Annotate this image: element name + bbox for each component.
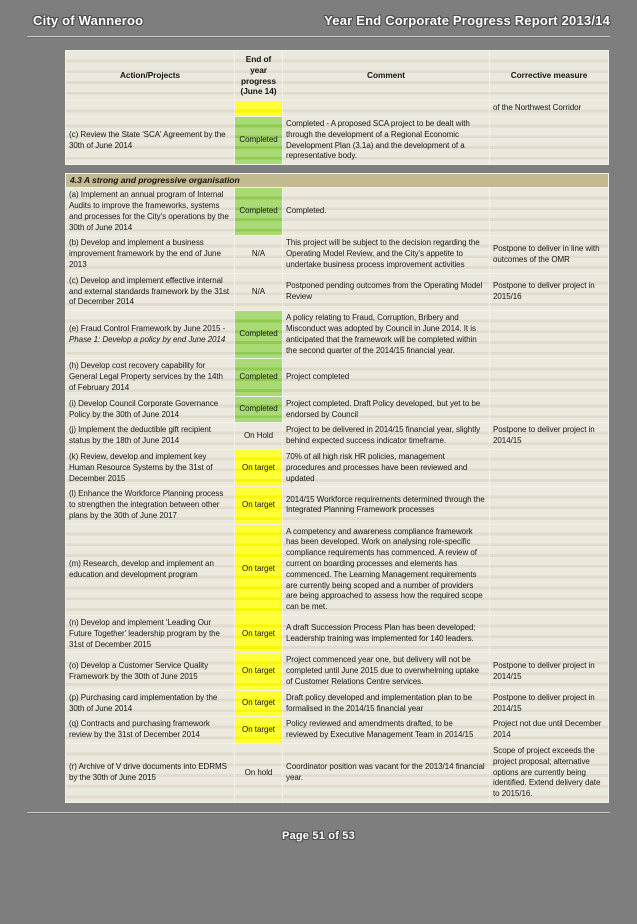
corrective-measure-cell: Postpone to deliver project in 2014/15 [490, 690, 609, 717]
table-row [66, 359, 609, 396]
status-badge: On target [242, 628, 275, 638]
action-cell: (c) Develop and implement effective internal and external standards framework by the 31st of December 2014 [66, 273, 235, 310]
status-badge: On target [242, 724, 275, 734]
table-row [66, 116, 609, 164]
table-row [66, 311, 609, 359]
comment-cell: Policy reviewed and amendments drafted, to be reviewed by Executive Management Team in 2014/15 [283, 717, 490, 744]
status-badge: Completed [239, 206, 278, 216]
status-cell [235, 359, 283, 396]
status-cell [235, 101, 283, 117]
status-badge: On target [242, 666, 275, 676]
corrective-measure-cell [490, 487, 609, 524]
status-cell [235, 273, 283, 310]
status-cell [235, 449, 283, 486]
corrective-measure-cell [490, 311, 609, 359]
corrective-measure-cell [490, 396, 609, 423]
column-header-comment: Comment [283, 51, 490, 101]
action-cell: (m) Research, develop and implement an education and development program [66, 524, 235, 615]
status-badge: Completed [239, 135, 278, 145]
column-header-progress: End of year progress (June 14) [235, 51, 283, 101]
page-number: Page 51 of 53 [282, 830, 355, 843]
status-cell [235, 188, 283, 236]
table-row [66, 487, 609, 524]
report-header [0, 0, 637, 28]
comment-cell: Coordinator position was vacant for the 2013/14 financial year. [283, 744, 490, 803]
header-report-title: Year End Corporate Progress Report 2013/14 [324, 13, 610, 28]
comment-cell: 70% of all high risk HR policies, management procedures and processes have been reviewed and updated [283, 449, 490, 486]
table-row [66, 653, 609, 690]
table-row [66, 690, 609, 717]
status-badge: N/A [251, 286, 266, 296]
status-badge: On target [242, 500, 275, 510]
table-row [66, 717, 609, 744]
status-cell [235, 690, 283, 717]
action-cell: (c) Review the State 'SCA' Agreement by the 30th of June 2014 [66, 116, 235, 164]
action-cell [66, 101, 235, 117]
action-cell: (q) Contracts and purchasing framework review by the 31st of December 2014 [66, 717, 235, 744]
comment-cell: A policy relating to Fraud, Corruption, Bribery and Misconduct was adopted by Council in June 2014. It is anticipated that the framework will be completed within the second quarter of the 2014/15 financial year. [283, 311, 490, 359]
comment-cell: Draft policy developed and implementation plan to be formalised in the 2014/15 financial year [283, 690, 490, 717]
status-cell [235, 487, 283, 524]
status-cell [235, 396, 283, 423]
status-cell [235, 116, 283, 164]
table-row [66, 449, 609, 486]
corrective-measure-cell: Postpone to deliver project in 2014/15 [490, 423, 609, 450]
action-cell: (p) Purchasing card implementation by the 30th of June 2014 [66, 690, 235, 717]
action-cell: (b) Develop and implement a business improvement framework by the end of June 2013 [66, 236, 235, 273]
comment-cell: Project to be delivered in 2014/15 financial year, slightly behind expected success indicator timeframe. [283, 423, 490, 450]
status-badge: On target [242, 462, 275, 472]
action-cell: (k) Review, develop and implement key Human Resource Systems by the 31st of December 2015 [66, 449, 235, 486]
action-cell: (r) Archive of V drive documents into EDRMS by the 30th of June 2015 [66, 744, 235, 803]
status-badge: N/A [251, 249, 266, 259]
comment-cell: Project completed [283, 359, 490, 396]
action-cell: (h) Develop cost recovery capability for General Legal Property services by the 14th of February 2014 [66, 359, 235, 396]
progress-table-section-4-3 [65, 173, 609, 803]
column-header-corrective: Corrective measure [490, 51, 609, 101]
status-cell [235, 653, 283, 690]
footer-rule [27, 812, 610, 813]
status-cell [235, 616, 283, 653]
table-row [66, 396, 609, 423]
action-cell: (o) Develop a Customer Service Quality Framework by the 30th of June 2015 [66, 653, 235, 690]
comment-cell: Project commenced year one, but delivery will not be completed until June 2015 due to overwhelming uptake of Customer Relations Centre services. [283, 653, 490, 690]
action-cell: (j) Implement the deductible gift recipient status by the 18th of June 2014 [66, 423, 235, 450]
corrective-measure-cell [490, 116, 609, 164]
section-header-row [66, 174, 609, 188]
table-row [66, 524, 609, 615]
action-cell: (e) Fraud Control Framework by June 2015 - Phase 1: Develop a policy by end June 2014 [66, 311, 235, 359]
corrective-measure-cell: of the Northwest Corridor [490, 101, 609, 117]
table-row [66, 616, 609, 653]
comment-cell: A draft Succession Process Plan has been developed; Leadership training was implemented for 140 leaders. [283, 616, 490, 653]
status-badge: On hold [244, 767, 273, 777]
status-cell [235, 423, 283, 450]
comment-cell [283, 101, 490, 117]
status-badge: Completed [239, 372, 278, 382]
action-cell: (l) Enhance the Workforce Planning process to strengthen the integration between other plans by the 30th of June 2017 [66, 487, 235, 524]
comment-cell: This project will be subject to the decision regarding the Operating Model Review, and the City's appetite to undertake business process improvement activities [283, 236, 490, 273]
header-org-title: City of Wanneroo [33, 13, 144, 28]
status-badge: Completed [239, 329, 278, 339]
comment-cell: Project completed. Draft Policy developed, but yet to be endorsed by Council [283, 396, 490, 423]
corrective-measure-cell [490, 188, 609, 236]
table-row [66, 188, 609, 236]
table-header-row [66, 51, 609, 101]
status-cell [235, 717, 283, 744]
corrective-measure-cell [490, 359, 609, 396]
corrective-measure-cell [490, 524, 609, 615]
header-rule [27, 36, 610, 37]
corrective-measure-cell: Postpone to deliver project in 2014/15 [490, 653, 609, 690]
status-cell [235, 744, 283, 803]
section-title: 4.3 A strong and progressive organisation [66, 174, 609, 188]
status-badge: On target [242, 698, 275, 708]
action-cell: (i) Develop Council Corporate Governance Policy by the 30th of June 2014 [66, 396, 235, 423]
corrective-measure-cell: Postpone to deliver project in 2015/16 [490, 273, 609, 310]
table-row [66, 236, 609, 273]
corrective-measure-cell: Postpone to deliver in line with outcomes of the OMR [490, 236, 609, 273]
corrective-measure-cell [490, 616, 609, 653]
action-cell: (n) Develop and implement 'Leading Our Future Together' leadership program by the 31st of December 2015 [66, 616, 235, 653]
comment-cell: Postponed pending outcomes from the Operating Model Review [283, 273, 490, 310]
status-badge: On Hold [244, 430, 273, 440]
comment-cell: 2014/15 Workforce requirements determined through the Integrated Planning Framework processes [283, 487, 490, 524]
progress-table-continued [65, 50, 609, 165]
comment-cell: Completed. [283, 188, 490, 236]
table-row [66, 423, 609, 450]
corrective-measure-cell: Project not due until December 2014 [490, 717, 609, 744]
corrective-measure-cell: Scope of project exceeds the project proposal; alternative options are currently being identified. Extend delivery date to 2015/16. [490, 744, 609, 803]
status-cell [235, 524, 283, 615]
corrective-measure-cell [490, 449, 609, 486]
table-row [66, 273, 609, 310]
status-cell [235, 236, 283, 273]
column-header-action: Action/Projects [66, 51, 235, 101]
status-cell [235, 311, 283, 359]
status-badge: On target [242, 564, 275, 574]
comment-cell: A competency and awareness compliance framework has been developed. Work on analysing role-specific compliance requirements has commenced. A review of current on boarding processes and elements has commenced. The Learning Management requirements are currently being scoped and a number of providers are being approached to assess how the required scope can be met. [283, 524, 490, 615]
table-row [66, 101, 609, 117]
status-badge: Completed [239, 404, 278, 414]
table-row [66, 744, 609, 803]
action-cell: (a) Implement an annual program of Internal Audits to improve the frameworks, systems and processes for the City's operations by the 30th of June 2014 [66, 188, 235, 236]
comment-cell: Completed - A proposed SCA project to be dealt with through the development of a Regional Economic Development Plan (3.1a) and the development of a representative body. [283, 116, 490, 164]
